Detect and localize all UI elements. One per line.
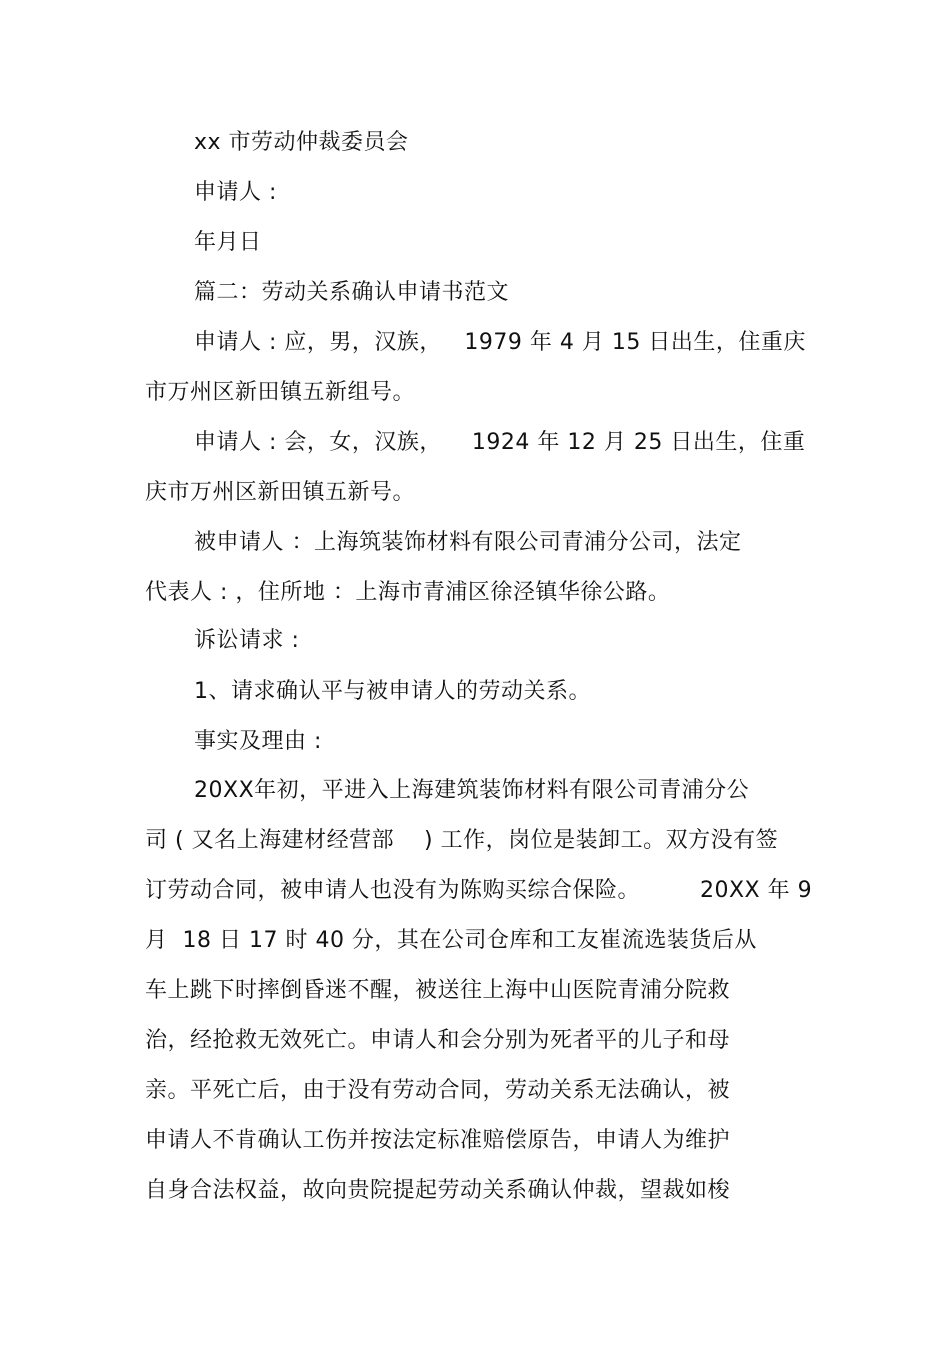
text-line: 亲。平死亡后，由于没有劳动合同，劳动关系无法确认，被	[145, 1078, 731, 1103]
text-line: 申请人 : 会，女，汉族， 1924 年 12 月 25 日出生，住重	[194, 430, 806, 455]
text-line: 申请人不肯确认工伤并按法定标准赔偿原告，申请人为维护	[145, 1128, 731, 1153]
text-line: 订劳动合同，被申请人也没有为陈购买综合保险。 20XX 年 9	[145, 878, 813, 903]
text-line: xx 市劳动仲裁委员会	[194, 130, 409, 155]
text-line: 被申请人 ：上海筑装饰材料有限公司青浦分公司，法定	[194, 530, 742, 555]
text-line: 20XX年初，平进入上海建筑装饰材料有限公司青浦分公	[194, 778, 750, 803]
text-line: 市万州区新田镇五新组号。	[145, 380, 416, 405]
text-line: 篇二：劳动关系确认申请书范文	[194, 280, 510, 305]
text-line: 申请人 :	[194, 180, 277, 205]
text-line: 治，经抢救无效死亡。申请人和会分别为死者平的儿子和母	[145, 1028, 731, 1053]
text-line: 事实及理由 :	[194, 729, 322, 754]
text-line: 月 18 日 17 时 40 分，其在公司仓库和工友崔流选装货后从	[145, 928, 757, 953]
text-line: 1、请求确认平与被申请人的劳动关系。	[194, 679, 591, 704]
text-line: 车上跳下时摔倒昏迷不醒，被送往上海中山医院青浦分院救	[145, 978, 731, 1003]
text-line: 自身合法权益，故向贵院提起劳动关系确认仲裁，望裁如梭	[145, 1178, 731, 1203]
text-line: 申请人 : 应，男，汉族， 1979 年 4 月 15 日出生，住重庆	[194, 330, 806, 355]
text-line: 代表人 : ，住所地 ：上海市青浦区徐泾镇华徐公路。	[145, 580, 671, 605]
text-line: 年月日	[194, 230, 262, 255]
text-line: 诉讼请求 :	[194, 628, 300, 653]
text-line: 庆市万州区新田镇五新号。	[145, 480, 416, 505]
text-line: 司 ( 又名上海建材经营部 ) 工作，岗位是装卸工。双方没有签	[145, 828, 779, 853]
